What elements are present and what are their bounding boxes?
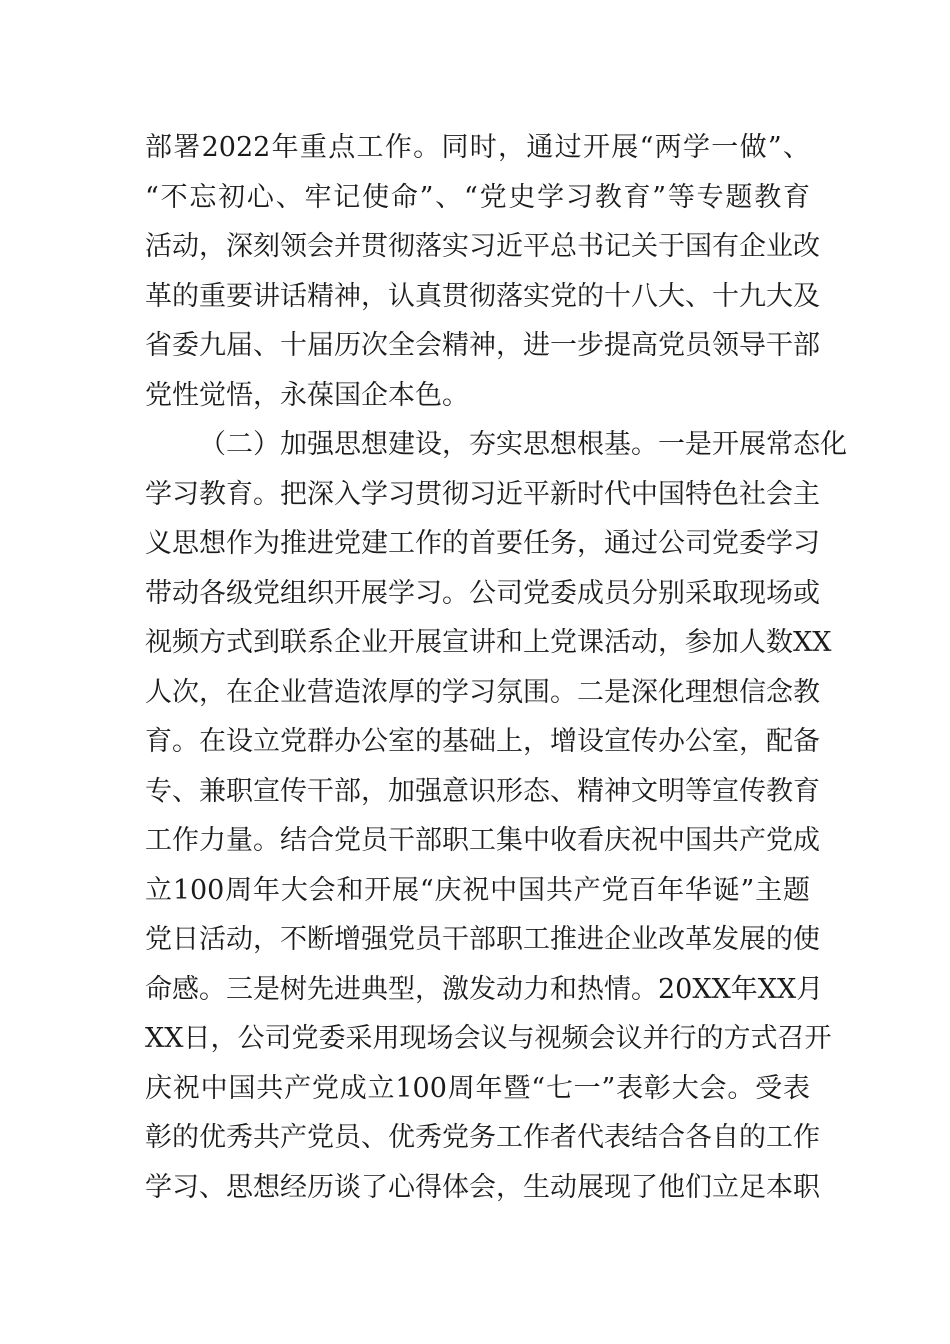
paragraph-line: 命感。三是树先进典型，激发动力和热情。20XX年XX月	[145, 973, 824, 1005]
paragraph-line: 带动各级党组织开展学习。公司党委成员分别采取现场或	[145, 577, 820, 609]
paragraph-line: 专、兼职宣传干部，加强意识形态、精神文明等宣传教育	[145, 775, 820, 807]
paragraph-line: 革的重要讲话精神，认真贯彻落实党的十八大、十九大及	[145, 280, 820, 312]
paragraph-line: 视频方式到联系企业开展宣讲和上党课活动，参加人数XX	[145, 627, 832, 658]
paragraph-line: 活动，深刻领会并贯彻落实习近平总书记关于国有企业改	[145, 231, 820, 262]
paragraph-line: 人次，在企业营造浓厚的学习氛围。二是深化理想信念教	[145, 676, 820, 708]
paragraph-line: （二）加强思想建设，夯实思想根基。一是开展常态化	[199, 429, 847, 460]
paragraph-line: 育。在设立党群办公室的基础上，增设宣传办公室，配备	[145, 726, 820, 757]
paragraph-line: 党性觉悟，永葆国企本色。	[145, 379, 469, 411]
paragraph-line: 义思想作为推进党建工作的首要任务，通过公司党委学习	[145, 528, 820, 559]
paragraph-line: 学习教育。把深入学习贯彻习近平新时代中国特色社会主	[145, 478, 820, 510]
paragraph-line: 立100周年大会和开展“庆祝中国共产党百年华诞”主题	[145, 874, 810, 906]
paragraph-line: 彰的优秀共产党员、优秀党务工作者代表结合各自的工作	[145, 1122, 820, 1153]
paragraph-line: “不忘初心、牢记使命”、“党史学习教育”等专题教育	[145, 181, 810, 213]
paragraph-line: 部署2022年重点工作。同时，通过开展“两学一做”、	[145, 132, 810, 163]
paragraph-line: 党日活动，不断增强党员干部职工推进企业改革发展的使	[145, 924, 820, 955]
paragraph-line: 工作力量。结合党员干部职工集中收看庆祝中国共产党成	[145, 825, 820, 856]
paragraph-line: 省委九届、十届历次全会精神，进一步提高党员领导干部	[145, 330, 820, 361]
paragraph-line: 学习、思想经历谈了心得体会，生动展现了他们立足本职	[145, 1171, 820, 1203]
paragraph-line: 庆祝中国共产党成立100周年暨“七一”表彰大会。受表	[145, 1072, 810, 1104]
paragraph-2	[145, 420, 847, 1212]
paragraph-1	[145, 123, 820, 420]
paragraph-line: XX日，公司党委采用现场会议与视频会议并行的方式召开	[145, 1023, 832, 1054]
